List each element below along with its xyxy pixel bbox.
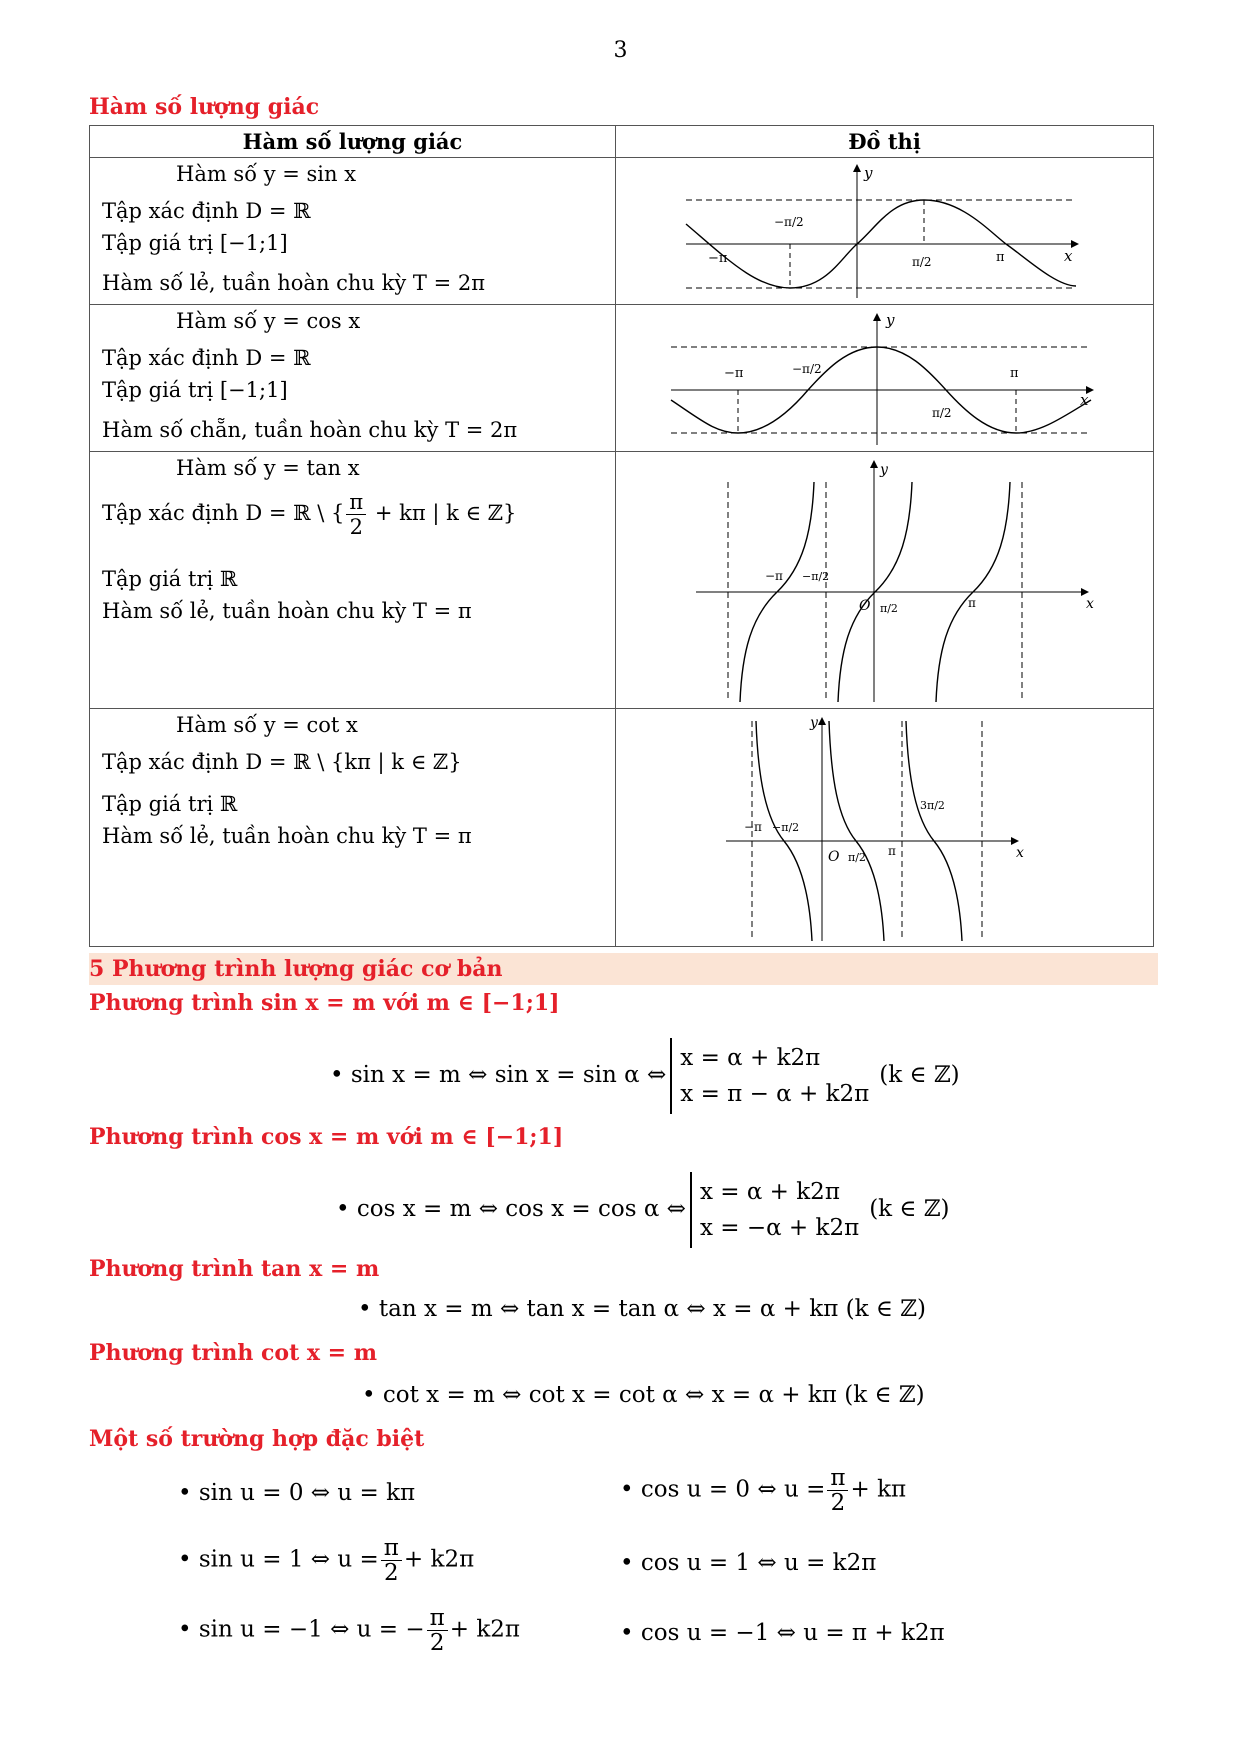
tan-domain-den: 2 [349, 515, 363, 539]
cos-neg-pi: −π [724, 366, 744, 381]
cos-equation-heading: Phương trình cos x = m với m ∈ [−1;1] [89, 1124, 564, 1150]
sin-equation-lhs: • sin x = m ⇔ sin x = sin α ⇔ [330, 1062, 667, 1088]
page-number: 3 [613, 38, 628, 63]
tan-neg-pi: −π [765, 569, 783, 583]
section-title-trig-functions: Hàm số lượng giác [89, 94, 320, 120]
cos-pi: π [1010, 366, 1019, 381]
cot-curve-2 [829, 721, 884, 941]
sin-pi-half: π/2 [912, 255, 932, 269]
cot-curve-3 [906, 721, 962, 941]
special-cos-zero-post: + kπ [850, 1476, 907, 1503]
cot-pi: π [888, 844, 896, 858]
table-header-row [90, 126, 1154, 158]
cos-function: Hàm số y = cos x [176, 309, 361, 333]
cot-domain: Tập xác định D = ℝ \ {kπ | k ∈ ℤ} [102, 750, 462, 774]
header-function: Hàm số lượng giác [90, 126, 616, 158]
special-sin-neg-one-post: + k2π [449, 1616, 521, 1643]
cot-neg-pi: −π [744, 820, 762, 834]
special-sin-one [178, 1536, 474, 1585]
table-row-sin [90, 158, 1154, 305]
tan-equation: • tan x = m ⇔ tan x = tan α ⇔ x = α + kπ (k ∈ ℤ) [358, 1296, 926, 1322]
tan-properties: Hàm số lẻ, tuần hoàn chu kỳ T = π [102, 599, 472, 623]
cos-domain: Tập xác định D = ℝ [102, 346, 311, 370]
table-row-cos [90, 305, 1154, 452]
cot-properties: Hàm số lẻ, tuần hoàn chu kỳ T = π [102, 824, 472, 848]
cos-k-condition: (k ∈ ℤ) [869, 1196, 950, 1222]
cot-x-label: x [1016, 845, 1024, 861]
cos-y-label: y [886, 311, 895, 329]
sin-case-2: x = π − α + k2π [680, 1081, 870, 1107]
special-cos-zero-den: 2 [830, 1490, 846, 1516]
sin-pi: π [996, 250, 1005, 265]
tan-y-label: y [880, 462, 888, 478]
special-sin-zero: • sin u = 0 ⇔ u = kπ [178, 1480, 416, 1506]
cos-case-2: x = −α + k2π [699, 1215, 860, 1241]
header-graph: Đồ thị [616, 126, 1154, 158]
special-sin-neg-one-frac [427, 1606, 448, 1655]
sin-neg-pi-half: −π/2 [774, 215, 804, 229]
special-sin-neg-one-num: π [427, 1606, 448, 1631]
cos-equation-system [690, 1172, 859, 1248]
sin-graph [616, 158, 1154, 304]
tan-range: Tập giá trị ℝ [102, 567, 238, 591]
tan-equation-heading: Phương trình tan x = m [89, 1256, 380, 1282]
cos-pi-half: π/2 [932, 406, 952, 420]
sin-function: Hàm số y = sin x [176, 162, 357, 186]
tan-x-label: x [1086, 596, 1094, 612]
cos-equation [336, 1172, 950, 1248]
section-title-basic-equations: 5 Phương trình lượng giác cơ bản [89, 953, 1158, 985]
sin-x-label: x [1064, 247, 1073, 265]
table-row-tan [90, 452, 1154, 709]
special-sin-neg-one [178, 1606, 520, 1655]
cos-graph [616, 305, 1154, 451]
tan-graph [616, 452, 1154, 708]
section-title-special-cases: Một số trường hợp đặc biệt [89, 1426, 425, 1452]
special-cos-neg-one: • cos u = −1 ⇔ u = π + k2π [620, 1620, 945, 1646]
special-sin-one-post: + k2π [403, 1546, 475, 1573]
tan-domain [102, 490, 516, 539]
sin-domain: Tập xác định D = ℝ [102, 199, 311, 223]
cos-properties: Hàm số chẵn, tuần hoàn chu kỳ T = 2π [102, 418, 518, 442]
cos-case-1: x = α + k2π [699, 1179, 840, 1205]
special-cos-zero [620, 1466, 906, 1515]
special-sin-one-frac [381, 1536, 402, 1585]
cos-range: Tập giá trị [−1;1] [102, 378, 288, 402]
cot-range: Tập giá trị ℝ [102, 792, 238, 816]
sin-equation-heading: Phương trình sin x = m với m ∈ [−1;1] [89, 990, 560, 1016]
table-row-cot [90, 709, 1154, 947]
cot-function: Hàm số y = cot x [176, 713, 358, 737]
tan-domain-prefix: Tập xác định D = ℝ \ { [102, 501, 345, 525]
special-sin-one-num: π [381, 1536, 402, 1561]
sin-neg-pi: −π [708, 251, 728, 266]
cot-origin: O [828, 849, 840, 865]
special-cos-zero-pre: • cos u = 0 ⇔ u = [620, 1476, 826, 1503]
tan-domain-fraction [346, 490, 366, 539]
cot-neg-pi-half: −π/2 [772, 821, 800, 834]
sin-y-label: y [864, 164, 873, 182]
cot-equation-heading: Phương trình cot x = m [89, 1340, 378, 1366]
sin-equation-system [670, 1038, 869, 1114]
special-sin-neg-one-pre: • sin u = −1 ⇔ u = − [178, 1616, 425, 1643]
tan-pi-half: π/2 [880, 602, 898, 615]
special-sin-neg-one-den: 2 [429, 1630, 445, 1656]
special-cos-zero-num: π [827, 1466, 848, 1491]
tan-domain-suffix: + kπ | k ∈ ℤ} [368, 501, 517, 525]
cos-x-label: x [1080, 391, 1089, 409]
cos-neg-pi-half: −π/2 [792, 362, 822, 376]
special-sin-one-den: 2 [384, 1560, 399, 1586]
special-sin-one-pre: • sin u = 1 ⇔ u = [178, 1546, 379, 1573]
tan-origin: O [859, 598, 871, 614]
cot-three-pi-half: 3π/2 [920, 799, 945, 812]
sin-range: Tập giá trị [−1;1] [102, 231, 288, 255]
sin-equation [330, 1038, 960, 1114]
trig-functions-table [89, 125, 1154, 947]
tan-domain-num: π [346, 490, 366, 515]
sin-case-1: x = α + k2π [680, 1045, 821, 1071]
special-cos-one: • cos u = 1 ⇔ u = k2π [620, 1550, 877, 1576]
cot-equation: • cot x = m ⇔ cot x = cot α ⇔ x = α + kπ (k ∈ ℤ) [362, 1382, 925, 1408]
sin-properties: Hàm số lẻ, tuần hoàn chu kỳ T = 2π [102, 271, 486, 295]
cot-y-label: y [810, 715, 818, 731]
tan-pi: π [968, 596, 976, 610]
sin-k-condition: (k ∈ ℤ) [879, 1062, 960, 1088]
cot-pi-half: π/2 [848, 851, 866, 864]
tan-function: Hàm số y = tan x [176, 456, 360, 480]
tan-neg-pi-half: −π/2 [802, 570, 830, 583]
cot-graph [616, 709, 1154, 946]
special-cos-zero-frac [827, 1466, 848, 1515]
cos-equation-lhs: • cos x = m ⇔ cos x = cos α ⇔ [336, 1196, 686, 1222]
